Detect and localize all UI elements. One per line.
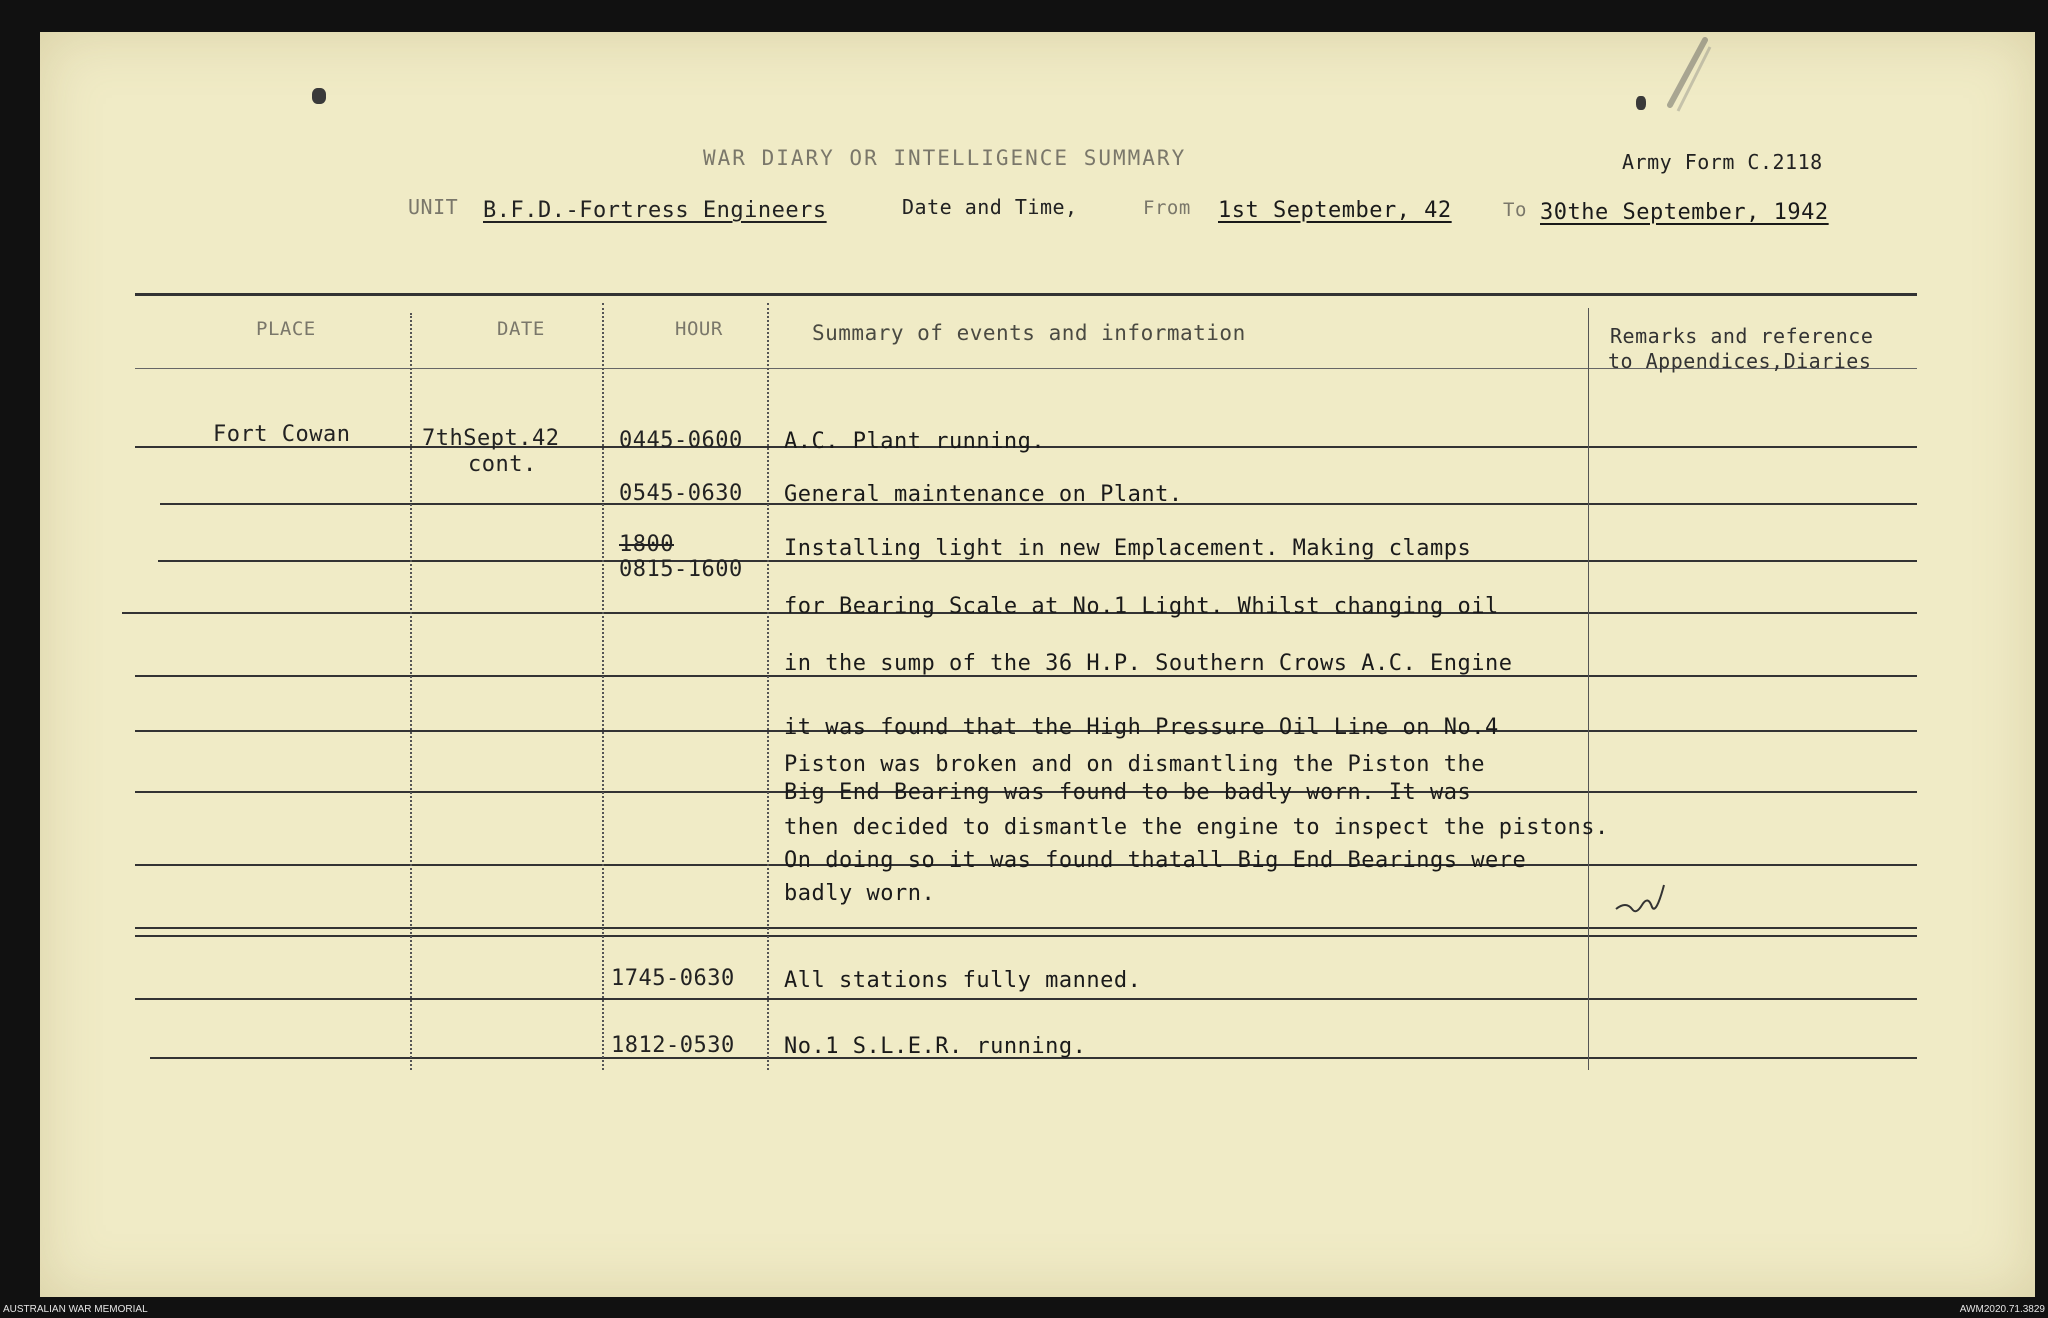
diary-title: WAR DIARY OR INTELLIGENCE SUMMARY xyxy=(703,146,1187,170)
unit-label: UNIT xyxy=(408,195,459,219)
summary-line: Big End Bearing was found to be badly worn. It was xyxy=(784,780,1472,805)
punch-hole-mark xyxy=(312,88,326,104)
row-rule xyxy=(135,998,1917,1000)
entry-hour: 0545-0630 xyxy=(619,481,743,506)
unit-name: B.F.D.-Fortress Engineers xyxy=(483,198,827,223)
summary-line: A.C. Plant running. xyxy=(784,429,1046,454)
summary-line: Piston was broken and on dismantling the Piston the xyxy=(784,752,1486,777)
column-divider xyxy=(1588,308,1589,1070)
column-divider xyxy=(602,303,604,1070)
column-divider xyxy=(767,303,769,1070)
entry-hour: 0815-1600 xyxy=(619,557,743,582)
summary-line: it was found that the High Pressure Oil Line on No.4 xyxy=(784,715,1499,740)
summary-line: in the sump of the 36 H.P. Southern Crows A.C. Engine xyxy=(784,651,1513,676)
to-date: 30the September, 1942 xyxy=(1540,200,1829,225)
column-header-remarks-line-2: to Appendices,Diaries xyxy=(1608,349,1872,373)
initials-signature xyxy=(1612,875,1682,935)
summary-line: All stations fully manned. xyxy=(784,968,1142,993)
archive-reference: AWM2020.71.3829 xyxy=(1959,1304,2045,1315)
from-date: 1st September, 42 xyxy=(1218,198,1452,223)
entry-hour: 0445-0600 xyxy=(619,428,743,453)
row-rule xyxy=(135,935,1917,937)
row-rule xyxy=(135,927,1917,929)
punch-hole-mark xyxy=(1636,96,1646,110)
summary-line: On doing so it was found thatall Big End Bearings were xyxy=(784,848,1527,873)
summary-line: No.1 S.L.E.R. running. xyxy=(784,1034,1087,1059)
column-divider xyxy=(410,313,412,1070)
summary-line: then decided to dismantle the engine to inspect the pistons. xyxy=(784,815,1609,840)
archive-name: AUSTRALIAN WAR MEMORIAL xyxy=(3,1304,148,1315)
entry-place: Fort Cowan xyxy=(213,422,351,447)
date-time-label: Date and Time, xyxy=(902,195,1078,219)
entry-date-continued: cont. xyxy=(468,452,537,477)
column-header-summary: Summary of events and information xyxy=(812,321,1246,345)
summary-line: General maintenance on Plant. xyxy=(784,482,1183,507)
from-label: From xyxy=(1143,197,1191,219)
table-top-rule xyxy=(135,293,1917,296)
to-label: To xyxy=(1503,199,1527,221)
ink-smudge xyxy=(1650,35,1720,115)
army-form-number: Army Form C.2118 xyxy=(1622,150,1823,174)
entry-hour: 1745-0630 xyxy=(611,966,735,991)
summary-line: for Bearing Scale at No.1 Light. Whilst changing oil xyxy=(784,594,1499,619)
archive-footer xyxy=(0,1302,2048,1318)
entry-hour: 1812-0530 xyxy=(611,1033,735,1058)
column-header-place: PLACE xyxy=(256,318,316,340)
entry-date: 7thSept.42 xyxy=(422,426,560,451)
column-header-hour: HOUR xyxy=(675,318,723,340)
entry-hour-struck: 1800 xyxy=(619,532,674,557)
column-header-date: DATE xyxy=(497,318,545,340)
summary-line: badly worn. xyxy=(784,881,936,906)
summary-line: Installing light in new Emplacement. Making clamps xyxy=(784,536,1472,561)
column-header-remarks-line-1: Remarks and reference xyxy=(1610,324,1874,348)
